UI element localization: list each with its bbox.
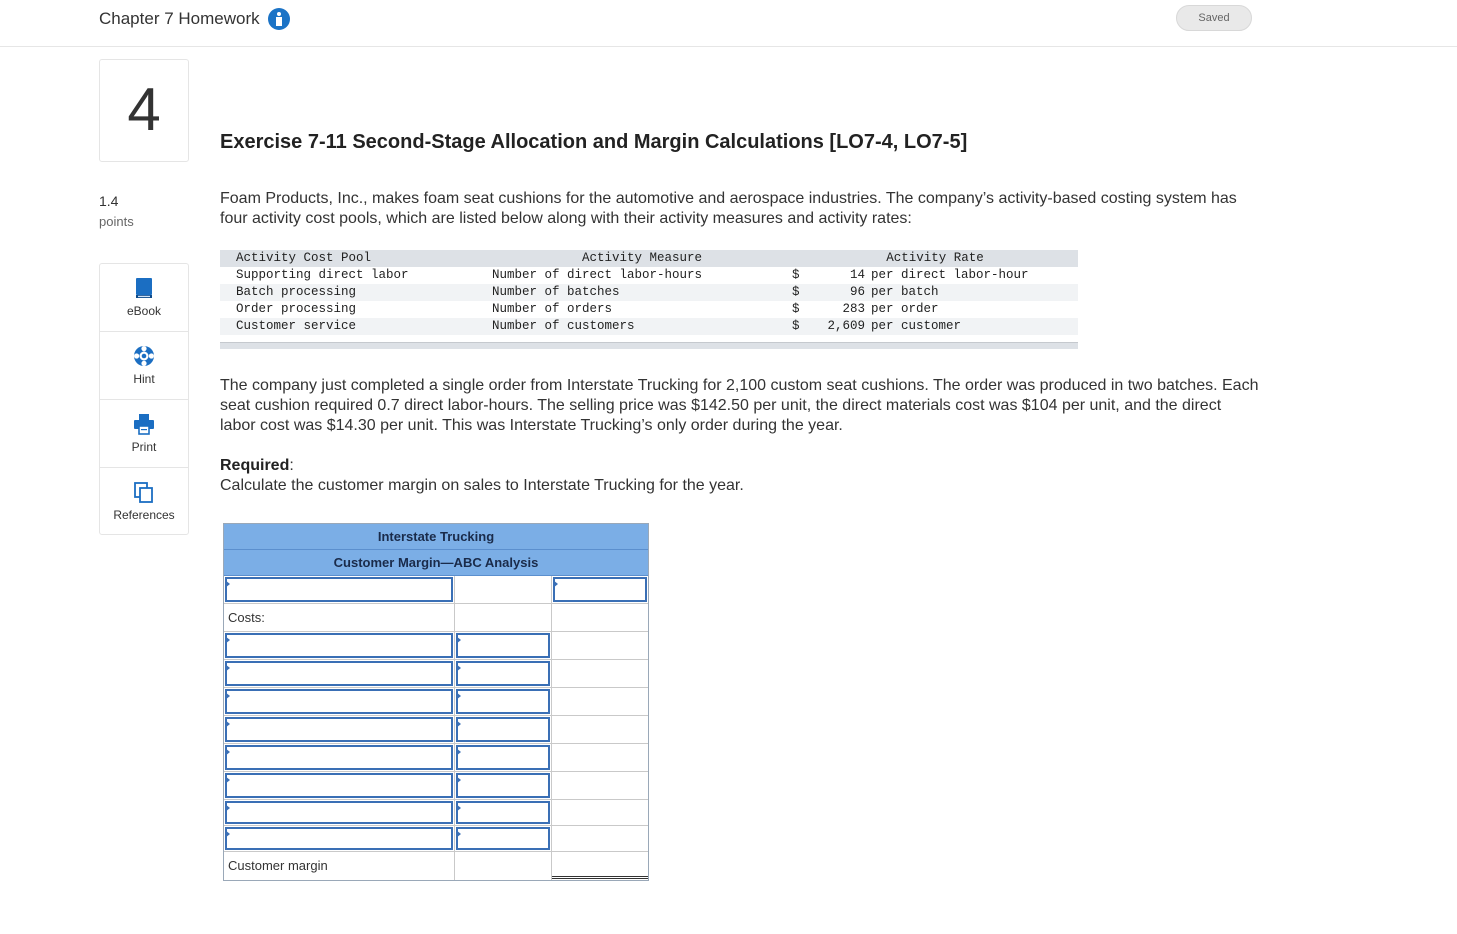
sales-label-cell xyxy=(224,576,455,603)
cost-label-cell xyxy=(224,826,455,851)
customer-margin-worksheet xyxy=(223,523,649,881)
customer-margin-row xyxy=(224,852,648,880)
costs-header-row xyxy=(224,604,648,632)
rate-unit-cell: per direct labor-hour xyxy=(871,268,1029,282)
empty-cell xyxy=(552,716,648,743)
table-row xyxy=(220,301,1078,318)
empty-cell xyxy=(552,660,648,687)
cost-pool-cell: Order processing xyxy=(236,302,357,316)
rate-unit-cell: per customer xyxy=(871,319,962,333)
cost-amount-input[interactable] xyxy=(456,827,550,850)
printer-icon xyxy=(133,413,155,435)
exercise-body: The company just completed a single order from Interstate Trucking for 2,100 custom seat cushions. The order was produced in two batches. Each seat cushion required 0.7 direct labor-hours. The selling price was $142.50 per unit, the direct materials cost was $104 per unit, and the direct labor cost was $14.30 per unit. This was Interstate Trucking’s only order during the year. xyxy=(220,377,1259,434)
cost-amount-cell xyxy=(455,660,552,687)
cost-amount-cell xyxy=(455,826,552,851)
cost-input-row xyxy=(224,716,648,744)
header-activity-rate: Activity Rate xyxy=(886,251,984,265)
table-row xyxy=(220,267,1078,284)
cost-amount-input[interactable] xyxy=(456,745,550,770)
cost-input-row xyxy=(224,632,648,660)
activity-table-footer-bar xyxy=(220,342,1078,349)
cost-amount-cell xyxy=(455,800,552,825)
empty-cell xyxy=(552,688,648,715)
ebook-button[interactable] xyxy=(100,264,188,332)
costs-label: Costs: xyxy=(228,610,265,625)
empty-cell xyxy=(552,826,648,851)
rate-cell: 96 xyxy=(849,285,865,299)
currency-cell: $ xyxy=(792,302,800,316)
cost-input-row xyxy=(224,744,648,772)
sales-label-input[interactable] xyxy=(225,577,453,602)
cost-label-input[interactable] xyxy=(225,717,453,742)
worksheet-subtitle: Customer Margin—ABC Analysis xyxy=(224,550,648,576)
cost-label-input[interactable] xyxy=(225,827,453,850)
references-icon xyxy=(133,481,155,503)
cost-label-input[interactable] xyxy=(225,745,453,770)
cost-label-input[interactable] xyxy=(225,661,453,686)
currency-cell: $ xyxy=(792,268,800,282)
margin-label-cell xyxy=(224,852,455,880)
currency-cell: $ xyxy=(792,319,800,333)
costs-label-cell xyxy=(224,604,455,631)
assignment-title-wrap xyxy=(99,8,290,30)
cost-amount-cell xyxy=(455,744,552,771)
currency-cell: $ xyxy=(792,285,800,299)
activity-table-header xyxy=(220,250,1078,267)
cost-input-row xyxy=(224,800,648,826)
empty-cell xyxy=(455,604,552,631)
table-row xyxy=(220,284,1078,301)
header-activity-measure: Activity Measure xyxy=(581,251,703,265)
double-underline xyxy=(552,876,648,879)
ebook-label: eBook xyxy=(126,304,162,318)
cost-amount-input[interactable] xyxy=(456,661,550,686)
empty-cell xyxy=(552,744,648,771)
cost-label-input[interactable] xyxy=(225,773,453,798)
cost-pool-cell: Batch processing xyxy=(236,285,357,299)
cost-label-cell xyxy=(224,744,455,771)
sales-row xyxy=(224,576,648,604)
empty-cell xyxy=(552,604,648,631)
activity-rate-table xyxy=(220,250,1078,335)
references-label: References xyxy=(113,508,175,522)
cost-amount-cell xyxy=(455,772,552,799)
cost-label-input[interactable] xyxy=(225,633,453,658)
rate-unit-cell: per batch xyxy=(871,285,939,299)
print-label: Print xyxy=(131,440,157,454)
references-button[interactable] xyxy=(100,468,188,536)
cost-pool-cell: Supporting direct labor xyxy=(236,268,409,282)
required-label: Required xyxy=(220,457,290,474)
empty-cell xyxy=(552,632,648,659)
cost-label-cell xyxy=(224,632,455,659)
cost-label-cell xyxy=(224,660,455,687)
book-icon xyxy=(134,277,154,299)
print-button[interactable] xyxy=(100,400,188,468)
required-colon: : xyxy=(289,457,294,474)
points-value: 1.4 xyxy=(99,193,119,209)
rate-cell: 283 xyxy=(842,302,865,316)
table-row xyxy=(220,318,1078,335)
cost-input-row xyxy=(224,688,648,716)
assignment-title: Chapter 7 Homework xyxy=(99,9,260,28)
lifebuoy-icon xyxy=(133,345,155,367)
measure-cell: Number of direct labor-hours xyxy=(492,268,703,282)
question-number: 4 xyxy=(99,59,189,162)
hint-button[interactable] xyxy=(100,332,188,400)
cost-amount-cell xyxy=(455,716,552,743)
cost-label-cell xyxy=(224,800,455,825)
hint-label: Hint xyxy=(133,372,155,386)
empty-cell xyxy=(552,800,648,825)
sales-amount-input[interactable] xyxy=(553,577,647,602)
header-cost-pool: Activity Cost Pool xyxy=(236,251,372,265)
sales-amount-cell xyxy=(552,576,648,603)
empty-cell xyxy=(552,772,648,799)
cost-pool-cell: Customer service xyxy=(236,319,357,333)
margin-total-cell xyxy=(552,852,648,880)
measure-cell: Number of orders xyxy=(492,302,613,316)
info-icon[interactable] xyxy=(268,8,290,30)
tools-panel xyxy=(99,263,189,535)
cost-label-cell xyxy=(224,772,455,799)
cost-amount-input[interactable] xyxy=(456,633,550,658)
points-label: points xyxy=(99,214,134,229)
rate-cell: 14 xyxy=(849,268,865,282)
empty-cell xyxy=(455,576,552,603)
cost-label-cell xyxy=(224,716,455,743)
rate-unit-cell: per order xyxy=(871,302,939,316)
customer-margin-label: Customer margin xyxy=(228,858,328,873)
cost-amount-input[interactable] xyxy=(456,801,550,824)
cost-input-row xyxy=(224,826,648,852)
cost-label-cell xyxy=(224,688,455,715)
rate-cell: 2,609 xyxy=(827,319,865,333)
saved-status-badge: Saved xyxy=(1176,5,1252,31)
measure-cell: Number of customers xyxy=(492,319,635,333)
worksheet-title: Interstate Trucking xyxy=(224,524,648,550)
exercise-intro: Foam Products, Inc., makes foam seat cushions for the automotive and aerospace industries. The company’s activity-based costing system has four activity cost pools, which are listed below along with their activity measures and activity rates: xyxy=(220,190,1237,227)
empty-cell xyxy=(455,852,552,880)
cost-label-input[interactable] xyxy=(225,801,453,824)
required-text: Calculate the customer margin on sales to Interstate Trucking for the year. xyxy=(220,477,744,494)
cost-amount-input[interactable] xyxy=(456,773,550,798)
cost-amount-input[interactable] xyxy=(456,689,550,714)
measure-cell: Number of batches xyxy=(492,285,620,299)
top-bar xyxy=(0,0,1457,47)
exercise-title: Exercise 7-11 Second-Stage Allocation and Margin Calculations [LO7-4, LO7-5] xyxy=(220,131,968,153)
cost-label-input[interactable] xyxy=(225,689,453,714)
cost-input-row xyxy=(224,772,648,800)
cost-amount-cell xyxy=(455,688,552,715)
cost-amount-cell xyxy=(455,632,552,659)
cost-amount-input[interactable] xyxy=(456,717,550,742)
cost-input-row xyxy=(224,660,648,688)
required-section xyxy=(220,456,1220,496)
